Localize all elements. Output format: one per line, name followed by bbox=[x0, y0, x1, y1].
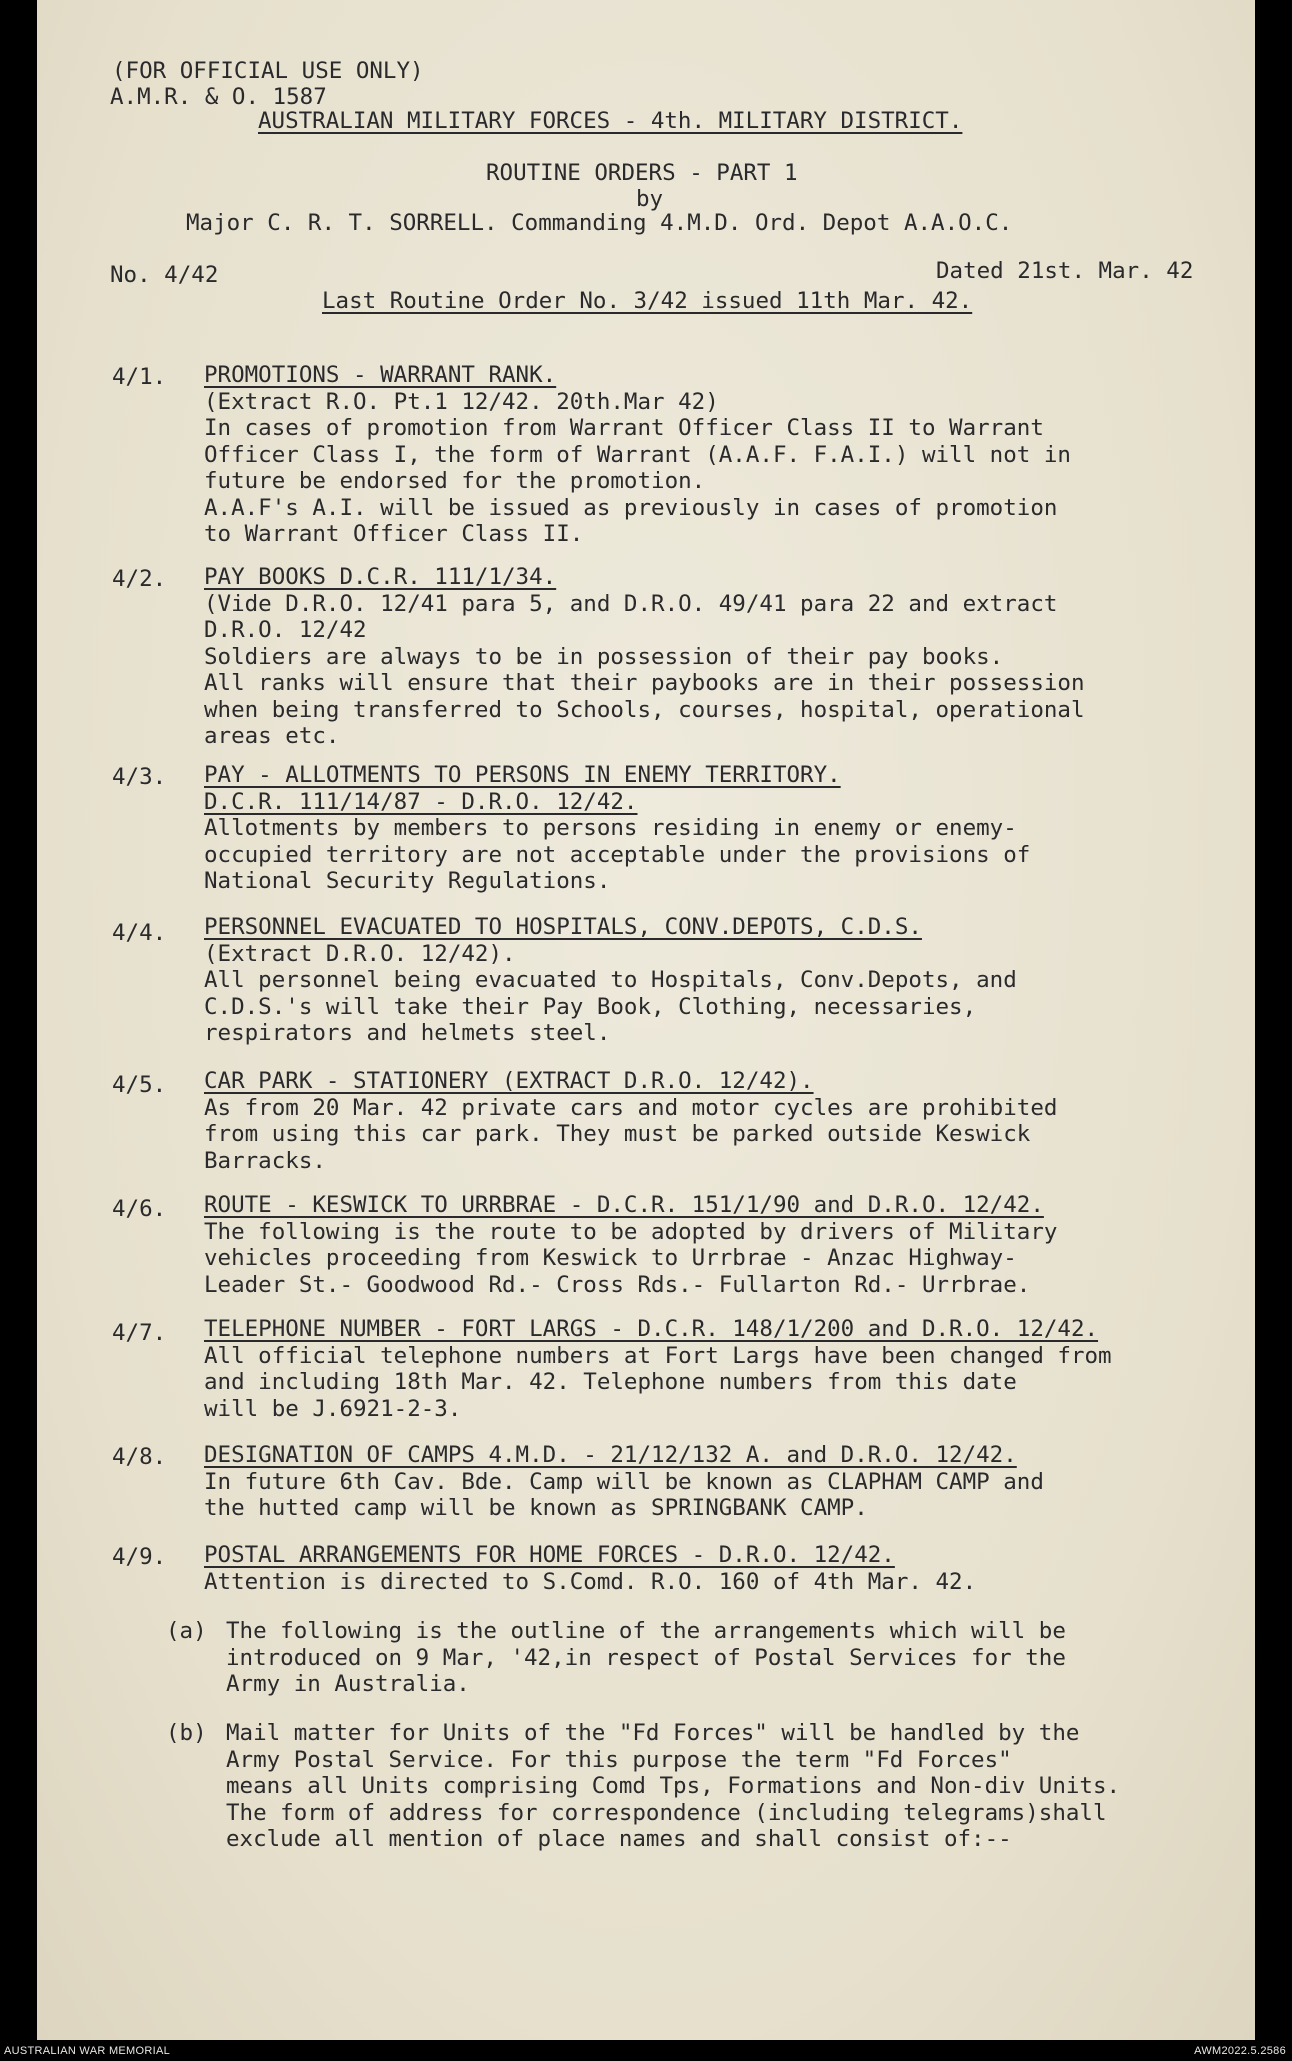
paragraph-line: introduced on 9 Mar, '42,in respect of Postal Services for the bbox=[226, 1644, 1066, 1671]
paragraph-block bbox=[226, 1720, 1120, 1853]
archive-name: AUSTRALIAN WAR MEMORIAL bbox=[4, 2045, 171, 2057]
by-line: by bbox=[636, 186, 664, 212]
commander-line: Major C. R. T. SORRELL. Commanding 4.M.D. Ord. Depot A.A.O.C. bbox=[186, 210, 1013, 236]
order-number-label: 4/5. bbox=[112, 1072, 167, 1098]
order-body-line: A.A.F's A.I. will be issued as previously in cases of promotion bbox=[204, 494, 1058, 521]
order-section bbox=[204, 564, 1085, 750]
order-body-line: In cases of promotion from Warrant Officer Class II to Warrant bbox=[204, 415, 1044, 441]
order-body-line: In future 6th Cav. Bde. Camp will be known as CLAPHAM CAMP and bbox=[204, 1468, 1044, 1495]
order-number-label: 4/6. bbox=[112, 1196, 167, 1222]
order-section bbox=[204, 1442, 1044, 1522]
document-title: ROUTINE ORDERS - PART 1 bbox=[486, 160, 798, 186]
order-body-line: As from 20 Mar. 42 private cars and motor cycles are prohibited bbox=[204, 1094, 1058, 1121]
order-date: Dated 21st. Mar. 42 bbox=[936, 258, 1194, 284]
order-body-line: Allotments by members to persons residing in enemy or enemy- bbox=[204, 815, 1017, 841]
order-body-line: the hutted camp will be known as SPRINGBANK CAMP. bbox=[204, 1495, 868, 1521]
order-body-line: occupied territory are not acceptable under the provisions of bbox=[204, 841, 1031, 868]
order-reference: (Extract D.R.O. 12/42). bbox=[204, 940, 516, 967]
order-body-line: All ranks will ensure that their paybooks are in their possession bbox=[204, 670, 1085, 696]
order-section bbox=[204, 1068, 1057, 1174]
order-section bbox=[204, 762, 1030, 895]
order-body-line: from using this car park. They must be parked outside Keswick bbox=[204, 1121, 1031, 1147]
order-body-line: Attention is directed to S.Comd. R.O. 160 of 4th Mar. 42. bbox=[204, 1568, 977, 1595]
order-section bbox=[204, 1542, 976, 1595]
order-heading: CAR PARK - STATIONERY (EXTRACT D.R.O. 12/42). bbox=[204, 1068, 814, 1094]
order-number-label: 4/9. bbox=[112, 1544, 167, 1570]
organisation-heading: AUSTRALIAN MILITARY FORCES - 4th. MILITARY DISTRICT. bbox=[258, 108, 963, 134]
order-body-line: Soldiers are always to be in possession of their pay books. bbox=[204, 643, 1004, 670]
archive-reference: AWM2022.5.2586 bbox=[1194, 2045, 1286, 2057]
order-heading: PERSONNEL EVACUATED TO HOSPITALS, CONV.DEPOTS, C.D.S. bbox=[204, 914, 922, 940]
order-number-label: 4/3. bbox=[112, 764, 167, 790]
order-body-line: All personnel being evacuated to Hospitals, Conv.Depots, and bbox=[204, 967, 1017, 993]
order-body-line: Officer Class I, the form of Warrant (A.A.F. F.A.I.) will not in bbox=[204, 441, 1071, 468]
order-section bbox=[204, 362, 1071, 548]
paragraph-line: exclude all mention of place names and shall consist of:-- bbox=[226, 1826, 1012, 1852]
order-body-line: D.R.O. 12/42 bbox=[204, 617, 367, 643]
order-body-line: respirators and helmets steel. bbox=[204, 1020, 611, 1046]
archive-footer bbox=[0, 2043, 1292, 2061]
order-section bbox=[204, 1316, 1112, 1422]
paragraph-line: Army Postal Service. For this purpose the term "Fd Forces" bbox=[226, 1746, 1012, 1773]
order-section bbox=[204, 914, 1017, 1047]
paragraph-line: Mail matter for Units of the "Fd Forces" will be handled by the bbox=[226, 1720, 1080, 1746]
order-body-line: vehicles proceeding from Keswick to Urrbrae - Anzac Highway- bbox=[204, 1245, 1017, 1271]
order-body-line: will be J.6921-2-3. bbox=[204, 1395, 462, 1422]
order-number-label: 4/7. bbox=[112, 1320, 167, 1346]
order-body-line: and including 18th Mar. 42. Telephone numbers from this date bbox=[204, 1369, 1017, 1395]
order-reference: (Extract R.O. Pt.1 12/42. 20th.Mar 42) bbox=[204, 388, 719, 415]
order-body-line: The following is the route to be adopted by drivers of Military bbox=[204, 1218, 1058, 1245]
order-reference: D.C.R. 111/14/87 - D.R.O. 12/42. bbox=[204, 788, 638, 815]
order-heading: ROUTE - KESWICK TO URRBRAE - D.C.R. 151/1/90 and D.R.O. 12/42. bbox=[204, 1192, 1044, 1218]
order-body-line: All official telephone numbers at Fort Largs have been changed from bbox=[204, 1342, 1112, 1369]
classification-line: (FOR OFFICIAL USE ONLY) bbox=[112, 58, 424, 84]
order-heading: PAY - ALLOTMENTS TO PERSONS IN ENEMY TERRITORY. bbox=[204, 762, 841, 788]
paragraph-label: (a) bbox=[166, 1618, 207, 1644]
order-reference: (Vide D.R.O. 12/41 para 5, and D.R.O. 49/41 para 22 and extract bbox=[204, 590, 1058, 617]
order-heading: POSTAL ARRANGEMENTS FOR HOME FORCES - D.R.O. 12/42. bbox=[204, 1542, 895, 1568]
paragraph-line: means all Units comprising Comd Tps, Formations and Non-div Units. bbox=[226, 1773, 1121, 1799]
order-heading: PROMOTIONS - WARRANT RANK. bbox=[204, 362, 557, 388]
paragraph-line: Army in Australia. bbox=[226, 1671, 470, 1697]
reference-line: A.M.R. & O. 1587 bbox=[110, 84, 327, 110]
last-order-line: Last Routine Order No. 3/42 issued 11th Mar. 42. bbox=[322, 288, 973, 314]
order-number-label: 4/1. bbox=[112, 364, 167, 390]
paragraph-line: The following is the outline of the arrangements which will be bbox=[226, 1618, 1066, 1644]
order-heading: DESIGNATION OF CAMPS 4.M.D. - 21/12/132 A. and D.R.O. 12/42. bbox=[204, 1442, 1017, 1468]
order-body-line: future be endorsed for the promotion. bbox=[204, 468, 706, 494]
order-body-line: C.D.S.'s will take their Pay Book, Clothing, necessaries, bbox=[204, 993, 977, 1020]
order-number-label: 4/8. bbox=[112, 1444, 167, 1470]
paragraph-label: (b) bbox=[166, 1720, 207, 1746]
order-number-label: 4/2. bbox=[112, 566, 167, 592]
paragraph-line: The form of address for correspondence (including telegrams)shall bbox=[226, 1799, 1107, 1826]
order-number-label: 4/4. bbox=[112, 920, 167, 946]
order-body-line: when being transferred to Schools, courses, hospital, operational bbox=[204, 696, 1085, 723]
order-body-line: Leader St.- Goodwood Rd.- Cross Rds.- Fullarton Rd.- Urrbrae. bbox=[204, 1271, 1031, 1298]
order-body-line: Barracks. bbox=[204, 1147, 326, 1174]
order-heading: TELEPHONE NUMBER - FORT LARGS - D.C.R. 148/1/200 and D.R.O. 12/42. bbox=[204, 1316, 1099, 1342]
order-body-line: to Warrant Officer Class II. bbox=[204, 521, 584, 547]
order-section bbox=[204, 1192, 1057, 1298]
paragraph-block bbox=[226, 1618, 1066, 1698]
order-body-line: areas etc. bbox=[204, 723, 340, 749]
order-body-line: National Security Regulations. bbox=[204, 868, 611, 894]
order-heading: PAY BOOKS D.C.R. 111/1/34. bbox=[204, 564, 557, 590]
order-number: No. 4/42 bbox=[110, 262, 219, 288]
